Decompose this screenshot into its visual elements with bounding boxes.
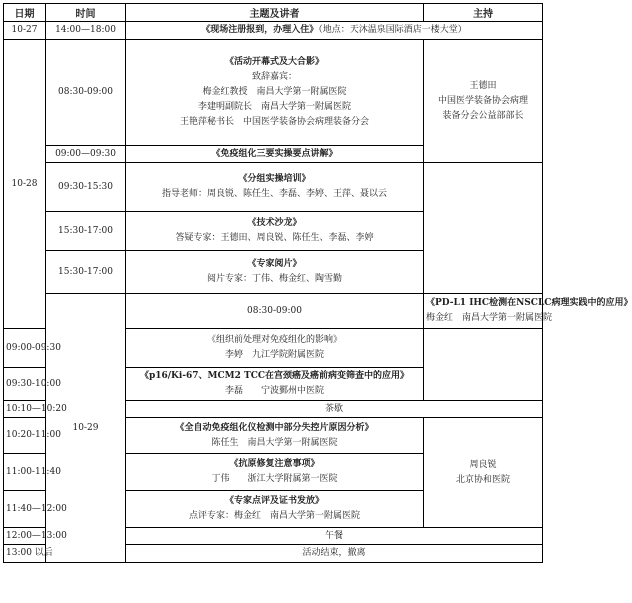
time-cell: 13:00 以后 xyxy=(4,545,46,563)
topic-cell: 茶歇 xyxy=(126,401,543,418)
session-title: 《活动开幕式及大合影》 xyxy=(224,57,324,67)
schedule-table xyxy=(3,3,632,563)
host-name: 周良锐 xyxy=(469,459,497,470)
session-line: 梅金红 南昌大学第一附属医院 xyxy=(426,313,553,323)
topic-cell: 午餐 xyxy=(126,528,543,545)
host-name: 王德田 xyxy=(469,80,497,91)
time-cell: 15:30-17:00 xyxy=(46,212,126,251)
time-cell: 08:30-09:00 xyxy=(46,40,126,146)
topic-cell xyxy=(126,368,424,401)
time-cell: 09:30-10:00 xyxy=(4,368,46,401)
time-cell: 11:00-11:40 xyxy=(4,454,46,491)
session-line: 陈任生 南昌大学第一附属医院 xyxy=(211,437,338,448)
host-cell xyxy=(424,40,543,163)
session-title: 《全自动免疫组化仪检测中部分失控片原因分析》 xyxy=(175,422,374,433)
topic-cell xyxy=(126,163,424,212)
location-note: （地点：天沐温泉国际酒店一楼大堂） xyxy=(318,25,467,35)
time-cell: 12:00—13:00 xyxy=(4,528,46,545)
date-cell: 10-28 xyxy=(4,40,46,329)
host-line: 中国医学装备协会病理 xyxy=(437,95,528,106)
session-line: 阅片专家：丁伟、梅金红、陶雪勤 xyxy=(206,274,342,284)
time-cell: 09:00-09:30 xyxy=(4,329,46,368)
date-cell: 10-29 xyxy=(46,294,126,563)
time-cell: 09:00—09:30 xyxy=(46,146,126,163)
topic-cell: 活动结束，撤离 xyxy=(126,545,543,563)
host-cell xyxy=(424,418,543,528)
session-line: 致辞嘉宾： xyxy=(251,72,297,82)
date-cell: 10-27 xyxy=(4,22,46,40)
topic-cell xyxy=(126,251,424,294)
header-date: 日期 xyxy=(4,4,46,22)
host-cell-empty xyxy=(424,163,543,294)
time-cell: 10:20-11:00 xyxy=(4,418,46,454)
table-row xyxy=(4,294,543,329)
header-host: 主持 xyxy=(424,4,543,22)
time-cell: 10:10—10:20 xyxy=(4,401,46,418)
session-title: 《p16/Ki-67、MCM2 TCC在宫颈癌及癌前病变筛查中的应用》 xyxy=(139,371,410,381)
topic-cell xyxy=(126,418,424,454)
table-row xyxy=(4,40,543,146)
session-line: 李婷 九江学院附属医院 xyxy=(224,350,324,360)
topic-cell xyxy=(126,212,424,251)
topic-cell xyxy=(126,454,424,491)
time-cell: 11:40—12:00 xyxy=(4,491,46,528)
session-title: 《分组实操培训》 xyxy=(238,174,311,184)
session-title: 《抗原修复注意事项》 xyxy=(229,459,320,469)
host-line: 北京协和医院 xyxy=(455,474,510,485)
header-topic: 主题及讲者 xyxy=(126,4,424,22)
session-line: 李建明副院长 南昌大学第一附属医院 xyxy=(197,102,351,112)
header-time: 时间 xyxy=(46,4,126,22)
time-cell: 08:30-09:00 xyxy=(126,294,424,329)
session-line: 点评专家：梅金红 南昌大学第一附属医院 xyxy=(188,511,360,521)
table-row xyxy=(4,22,543,40)
session-title: 《免疫组化三要实操要点讲解》 xyxy=(211,148,338,159)
session-line: 李磊 宁波鄞州中医院 xyxy=(224,386,324,396)
host-line: 装备分会公益部部长 xyxy=(442,110,524,121)
table-row xyxy=(4,163,543,212)
session-title: 《专家阅片》 xyxy=(247,259,302,269)
session-line: 梅金红教授 南昌大学第一附属医院 xyxy=(202,87,347,97)
time-cell: 14:00—18:00 xyxy=(46,22,126,40)
session-title: 《技术沙龙》 xyxy=(247,218,302,228)
time-cell: 15:30-17:00 xyxy=(46,251,126,294)
session-title: 《现场注册报到，办理入住》 xyxy=(201,25,319,35)
header-row xyxy=(4,4,543,22)
session-line: 答疑专家：王德田、周良锐、陈任生、李磊、李婷 xyxy=(175,233,374,243)
topic-cell xyxy=(126,491,424,528)
session-line: 丁伟 浙江大学附属第一医院 xyxy=(211,474,338,484)
session-title: 《PD-L1 IHC检测在NSCLC病理实践中的应用》 xyxy=(426,298,632,308)
session-title: 《组织前处理对免疫组化的影响》 xyxy=(206,335,342,345)
time-cell: 09:30-15:30 xyxy=(46,163,126,212)
topic-cell xyxy=(126,146,424,163)
topic-cell xyxy=(424,294,632,329)
topic-cell xyxy=(126,329,424,368)
session-line: 指导老师：周良锐、陈任生、李磊、李婷、王萍、聂以云 xyxy=(161,189,387,199)
session-line: 王艳萍秘书长 中国医学装备协会病理装备分会 xyxy=(179,117,369,127)
topic-cell xyxy=(126,40,424,146)
topic-cell xyxy=(126,22,543,40)
session-title: 《专家点评及证书发放》 xyxy=(224,496,324,506)
